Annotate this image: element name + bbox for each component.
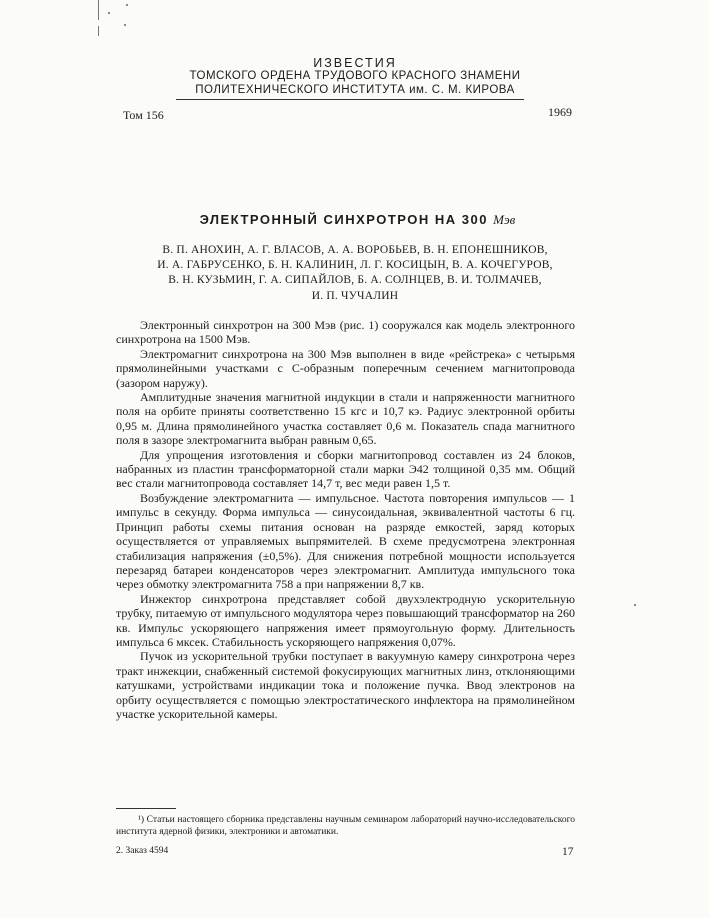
paragraph: Возбуждение электромагнита — импульсное. Частота повторения импульсов — 1 импульс в секунду. Форма импульса — синусоидальная, эквивалентной частоты 6 гц. Принцип работы схемы питания основан на разряде емкостей, заряд которых осуществляется от управляемых выпрямителей. В схеме предусмотрена электронная стабилизация напряжения (±0,5%). Для снижения потребной мощности используется перезаряд батареи конденсаторов через электромагнит. Амплитуда импульсного тока через обмотку электромагнита 758 а при напряжении 8,7 кв.: [116, 490, 575, 592]
volume-label: Том 156: [123, 108, 164, 122]
author-line: В. Н. КУЗЬМИН, Г. А. СИПАЙЛОВ, Б. А. СОЛНЦЕВ, В. И. ТОЛМАЧЕВ,: [168, 274, 542, 287]
paragraph: Инжектор синхротрона представляет собой двухэлектродную ускорительную трубку, питаемую от импульсного модулятора через повышающий трансформатор на 260 кв. Импульс ускоряющего напряжения имеет прямоугольную форму. Длительность импульса 6 мксек. Стабильность ускоряющего напряжения 0,07%.: [116, 591, 575, 649]
order-info: 2. Заказ 4594: [116, 846, 169, 856]
page-number: 17: [562, 846, 574, 858]
scan-mark: [98, 0, 99, 20]
paragraph: Электронный синхротрон на 300 Мэв (рис. 1) сооружался как модель электронного синхротрона на 1500 Мэв.: [116, 318, 575, 347]
author-line: В. П. АНОХИН, А. Г. ВЛАСОВ, А. А. ВОРОБЬЕВ, В. Н. ЕПОНЕШНИКОВ,: [162, 244, 548, 256]
scan-mark: [108, 12, 110, 14]
journal-institution: ТОМСКОГО ОРДЕНА ТРУДОВОГО КРАСНОГО ЗНАМЕНИ: [189, 70, 521, 82]
journal-institution-2: ПОЛИТЕХНИЧЕСКОГО ИНСТИТУТА им. С. М. КИРОВА: [195, 84, 515, 96]
year-label: 1969: [548, 105, 572, 119]
title-text: ЭЛЕКТРОННЫЙ СИНХРОТРОН НА 300: [199, 212, 488, 227]
footnote-rule: [116, 808, 176, 809]
paragraph: Амплитудные значения магнитной индукции в стали и напряженности магнитного поля на орбите приняты соответственно 15 кгс и 10,7 кэ. Радиус электронной орбиты 0,95 м. Длина прямолинейного участка составляет 0,6 м. Показатель спада магнитного поля в зазоре электромагнита выбран равным 0,65.: [116, 390, 575, 448]
journal-name: ИЗВЕСТИЯ: [313, 56, 397, 70]
footnote: ¹) Статьи настоящего сборника представлены научным семинаром лабораторий научно-исследовательского института ядерной физики, электроники и автоматики.: [116, 815, 575, 837]
paragraph: Для упрощения изготовления и сборки магнитопровод составлен из 24 блоков, набранных из пластин трансформаторной стали марки Э42 толщиной 0,35 мм. Общий вес стали магнитопровода составляет 14,7 т, вес меди равен 1,5 т.: [116, 447, 575, 491]
author-list: [110, 243, 600, 304]
scan-mark: [124, 24, 126, 26]
article-title: [120, 212, 595, 228]
paragraph: Пучок из ускорительной трубки поступает в вакуумную камеру синхротрона через тракт инжекции, снабженный системой фокусирующих магнитных линз, отклоняющими катушками, устройствами индикации тока и положение пучка. Ввод электронов на орбиту осуществляется с помощью электростатического инфлектора на прямолинейном участке ускорительной камеры.: [116, 649, 575, 721]
scan-mark: [98, 26, 99, 36]
author-line: И. П. ЧУЧАЛИН: [311, 289, 399, 302]
title-unit: Мэв: [493, 212, 516, 227]
scan-mark: [126, 4, 128, 6]
scan-mark: [634, 604, 636, 606]
paragraph: Электромагнит синхротрона на 300 Мэв выполнен в виде «рейстрека» с четырьмя прямолинейными участками с С-образным поперечным сечением магнитопровода (зазором наружу).: [116, 346, 575, 390]
author-line: И. А. ГАБРУСЕНКО, Б. Н. КАЛИНИН, Л. Г. КОСИЦЫН, В. А. КОЧЕГУРОВ,: [157, 259, 553, 272]
header-rule: [176, 99, 524, 100]
article-body: [116, 318, 575, 721]
